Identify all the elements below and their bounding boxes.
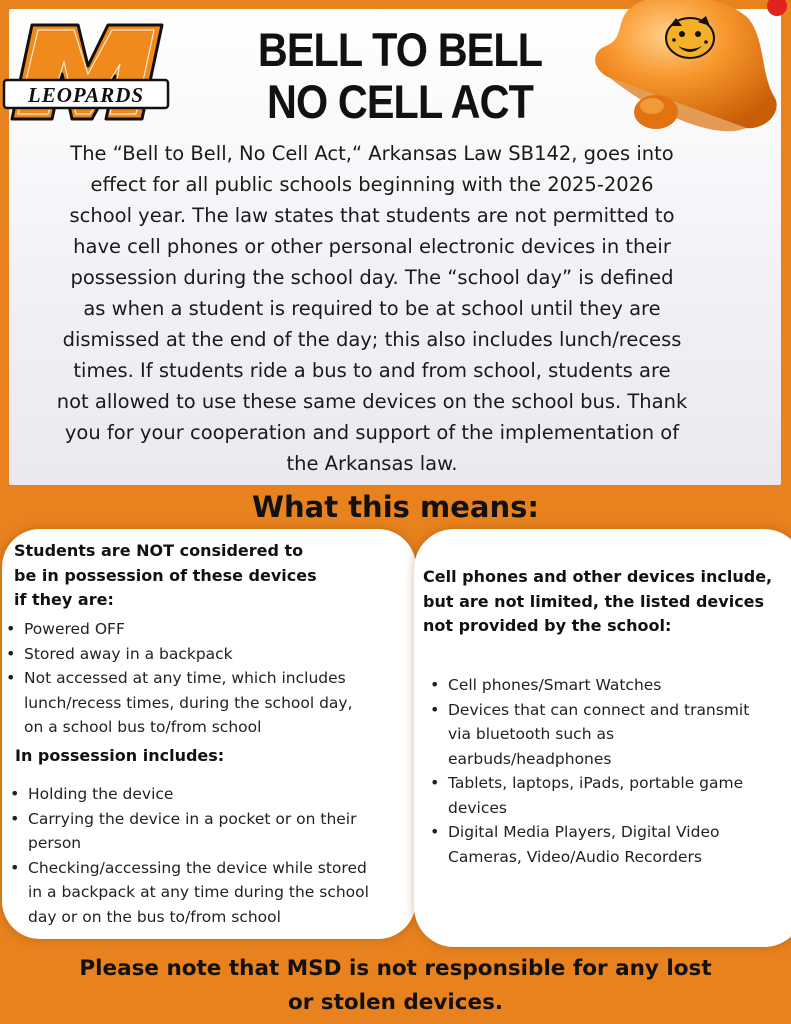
list-item-line: via bluetooth such as xyxy=(448,725,615,743)
intro-line: possession during the school day. The “school day” is defined xyxy=(70,266,674,289)
list-item-line: • Carrying the device in a pocket or on their xyxy=(28,809,357,828)
devices-list xyxy=(426,673,791,869)
list-item-line: • Digital Media Players, Digital Video xyxy=(448,823,720,841)
list-item-line: person xyxy=(28,834,82,852)
list-item xyxy=(6,782,410,807)
footer-line: or stolen devices. xyxy=(287,990,504,1015)
devices-heading xyxy=(423,565,772,639)
list-item-line: • Tablets, laptops, iPads, portable game xyxy=(448,774,744,792)
footer-line: Please note that MSD is not responsible for any lost xyxy=(79,956,712,981)
devices-card xyxy=(414,529,791,947)
logo-name: LEOPARDS xyxy=(27,83,145,107)
list-item-line: • Powered OFF xyxy=(24,620,125,638)
intro-line: you for your cooperation and support of the implementation of xyxy=(64,421,680,444)
intro-line: dismissed at the end of the day; this also includes lunch/recess xyxy=(62,328,682,351)
bell-icon xyxy=(570,0,791,150)
leopard-head-icon xyxy=(666,16,714,58)
list-item-line: on a school bus to/from school xyxy=(24,718,262,736)
heading-line: Cell phones and other devices include, xyxy=(423,567,773,586)
intro-line: school year. The law states that students are not permitted to xyxy=(69,204,675,227)
section-heading: What this means: xyxy=(252,490,539,524)
intro-line: not allowed to use these same devices on the school bus. Thank xyxy=(56,390,688,413)
leopards-m-logo xyxy=(2,22,170,122)
intro-line: as when a student is required to be at school until they are xyxy=(83,297,661,320)
list-item-line: lunch/recess times, during the school day, xyxy=(24,693,353,712)
list-item xyxy=(426,698,791,772)
list-item-line: in a backpack at any time during the school xyxy=(28,883,369,901)
list-item-line: day or on the bus to/from school xyxy=(28,907,281,926)
title-line-2: NO CELL ACT xyxy=(266,75,534,128)
list-item-line: • Devices that can connect and transmit xyxy=(448,700,750,719)
page-title xyxy=(215,24,585,128)
list-item-line: • Checking/accessing the device while stored xyxy=(28,858,367,877)
list-item xyxy=(2,666,402,740)
intro-line: have cell phones or other personal electronic devices in their xyxy=(73,235,671,258)
heading-line: Students are NOT considered to xyxy=(14,541,304,560)
list-item-line: earbuds/headphones xyxy=(448,749,612,768)
intro-line: effect for all public schools beginning with the 2025-2026 xyxy=(90,173,654,196)
list-item-line: • Cell phones/Smart Watches xyxy=(448,676,662,694)
list-item xyxy=(2,617,402,642)
heading-line: if they are: xyxy=(14,590,114,609)
list-item-line: Cameras, Video/Audio Recorders xyxy=(448,847,702,866)
list-item xyxy=(2,642,402,667)
in-possession-list xyxy=(6,782,410,929)
heading-line: be in possession of these devices xyxy=(14,565,317,585)
list-item-line: • Holding the device xyxy=(28,785,174,803)
disclaimer-footer xyxy=(0,952,791,1020)
list-item xyxy=(6,856,410,930)
not-in-possession-heading xyxy=(14,539,317,613)
list-item xyxy=(426,771,791,820)
heading-line: but are not limited, the listed devices xyxy=(423,591,765,611)
list-item xyxy=(426,673,791,698)
heading-line: not provided by the school: xyxy=(423,616,672,635)
title-line-1: BELL TO BELL xyxy=(257,23,543,76)
list-item xyxy=(426,820,791,869)
intro-paragraph xyxy=(12,138,732,479)
list-item-line: • Not accessed at any time, which includes xyxy=(24,669,346,687)
list-item-line: devices xyxy=(448,798,507,817)
not-in-possession-list xyxy=(2,617,402,740)
list-item-line: • Stored away in a backpack xyxy=(24,644,233,663)
intro-line: the Arkansas law. xyxy=(286,452,458,475)
list-item xyxy=(6,807,410,856)
intro-line: times. If students ride a bus to and from school, students are xyxy=(73,359,671,382)
in-possession-heading: In possession includes: xyxy=(15,746,225,765)
intro-line: The “Bell to Bell, No Cell Act,“ Arkansas Law SB142, goes into xyxy=(70,142,674,165)
not-in-possession-card xyxy=(2,529,416,939)
